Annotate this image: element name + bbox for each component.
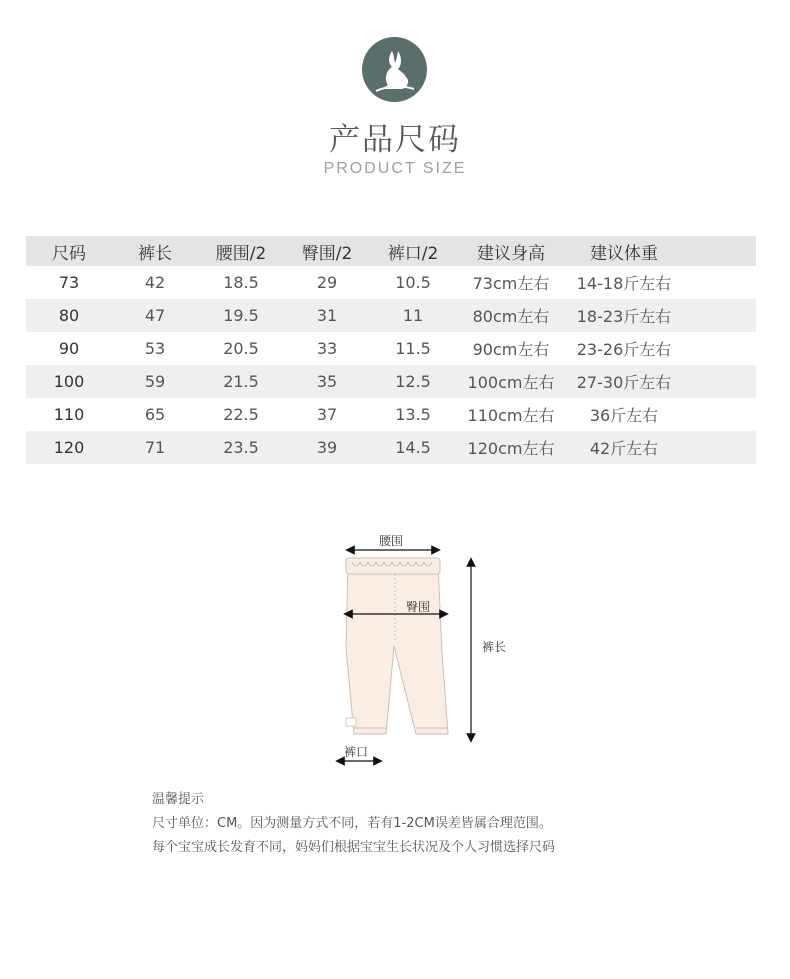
cell-blank (682, 266, 756, 299)
cell-hip: 39 (284, 431, 370, 464)
cell-height: 100cm左右 (456, 365, 566, 398)
cell-waist: 23.5 (198, 431, 284, 464)
cell-length: 47 (112, 299, 198, 332)
cell-weight: 27-30斤左右 (566, 365, 682, 398)
cell-size: 100 (26, 365, 112, 398)
table-row (26, 332, 756, 365)
cell-height: 80cm左右 (456, 299, 566, 332)
cell-height: 90cm左右 (472, 340, 550, 359)
cell-hem: 11 (370, 299, 456, 332)
tips-line-2: 每个宝宝成长发育不同，妈妈们根据宝宝生长状况及个人习惯选择尺码 (152, 840, 556, 855)
cell-weight: 14-18斤左右 (576, 274, 672, 293)
col-header-waist: 腰围/2 (198, 236, 284, 266)
cell-size: 80 (26, 299, 112, 332)
cell-weight: 36斤左右 (589, 406, 659, 425)
col-header-hip: 臀围/2 (284, 236, 370, 266)
cell-length: 59 (112, 365, 198, 398)
cell-blank (682, 431, 756, 464)
col-header-size: 尺码 (26, 236, 112, 266)
col-header-weight: 建议体重 (566, 236, 682, 266)
brand-logo (362, 37, 427, 102)
cell-hip: 35 (284, 365, 370, 398)
table-row (26, 431, 756, 464)
hip-label: 臀围 (406, 600, 431, 614)
table-row (26, 365, 756, 398)
tips-section (152, 788, 555, 860)
cell-waist: 21.5 (198, 365, 284, 398)
tips-line-1: 尺寸单位：CM。因为测量方式不同，若有1-2CM误差皆属合理范围。 (152, 816, 552, 831)
cell-size: 120 (26, 431, 112, 464)
cell-length: 65 (144, 405, 166, 424)
cell-weight: 42斤左右 (566, 431, 682, 464)
cell-waist: 19.5 (198, 299, 284, 332)
table-row (26, 398, 756, 431)
table-header-row (26, 236, 756, 266)
cell-hip: 37 (316, 405, 338, 424)
cell-height: 120cm左右 (456, 431, 566, 464)
hem-label: 裤口 (344, 745, 369, 759)
measurement-diagram (330, 528, 530, 768)
cell-hem: 13.5 (395, 405, 431, 424)
table-row (26, 299, 756, 332)
size-table (26, 236, 756, 464)
cell-waist: 20.5 (223, 339, 259, 358)
cell-height: 73cm左右 (472, 274, 550, 293)
tips-heading: 温馨提示 (152, 792, 205, 807)
waist-label: 腰围 (379, 534, 404, 548)
col-header-hem: 裤口/2 (370, 236, 456, 266)
cell-length: 53 (144, 339, 166, 358)
cell-length: 71 (112, 431, 198, 464)
cell-weight: 23-26斤左右 (576, 340, 672, 359)
length-label: 裤长 (482, 640, 507, 654)
cell-hem: 11.5 (395, 339, 431, 358)
cell-hip: 29 (316, 273, 338, 292)
page-title: 产品尺码 (329, 122, 461, 158)
col-header-height: 建议身高 (456, 236, 566, 266)
cell-blank (682, 299, 756, 332)
cell-hip: 31 (284, 299, 370, 332)
cell-weight: 18-23斤左右 (566, 299, 682, 332)
cell-hip: 33 (316, 339, 338, 358)
col-header-length: 裤长 (112, 236, 198, 266)
cell-height: 110cm左右 (467, 406, 555, 425)
cell-hem: 12.5 (370, 365, 456, 398)
rabbit-logo-icon (362, 37, 427, 102)
cell-waist: 22.5 (223, 405, 259, 424)
cell-size: 90 (58, 339, 80, 358)
cell-length: 42 (144, 273, 166, 292)
cell-hem: 10.5 (395, 273, 431, 292)
cell-size: 110 (53, 405, 85, 424)
cell-blank (682, 365, 756, 398)
cell-blank (682, 398, 756, 431)
table-row (26, 266, 756, 299)
cell-blank (682, 332, 756, 365)
cell-size: 73 (58, 273, 80, 292)
col-header-blank (682, 236, 756, 266)
cell-waist: 18.5 (223, 273, 259, 292)
page-subtitle: PRODUCT SIZE (323, 160, 467, 177)
cell-hem: 14.5 (370, 431, 456, 464)
